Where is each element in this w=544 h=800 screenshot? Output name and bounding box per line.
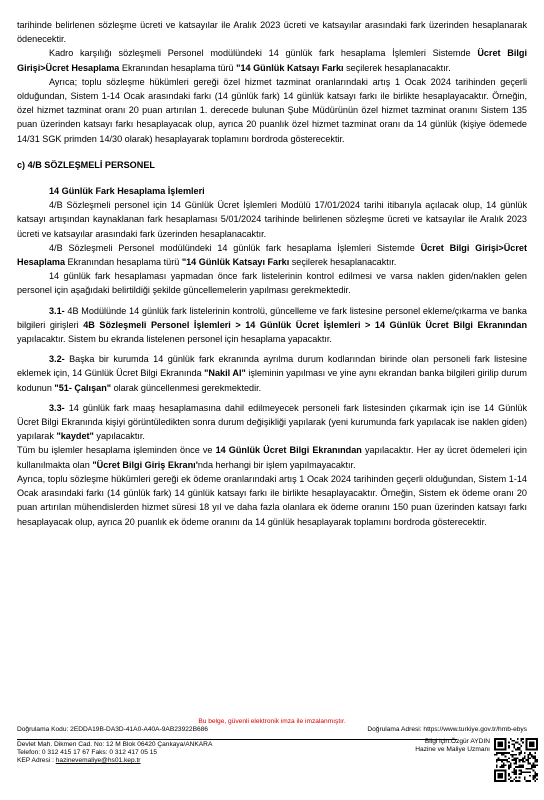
body-paragraph [17,241,527,269]
text-run: Ekranından hesaplama türü [65,257,182,268]
emphasized-text: "Nakil Al" [204,368,246,379]
office-address: Devlet Mah. Dikmen Cad. No: 12 M Blok 06420 Çankaya/ANKARA [17,741,213,748]
text-run: Ayrıca, toplu sözleşme hükümleri gereği ek ödeme oranlarındaki artış 1 Ocak 2024 tarihinden geçerli olduğundan, Sistem 1-14 Ocak arasındaki farkı (14 günlük fark) 14 günlük katsayı farkı ile birlikte hesaplayacaktır. Örneğin, Sistem ek ödeme oranı 20 puan artırılan mühendislerden hizmet süresi 18 yıl ve daha fazla olanlara ek ödeme oranını 150 puan üzerinden katsayı farkı hesaplayacak olup, ayrıca 20 puanlık ek ödeme oranını da 14 günlük hesaplayarak toplamını bordroda gösterecektir. [17,473,527,527]
contact-title: Hazine ve Maliye Uzmanı [415,746,490,754]
text-run: 4/B Sözleşmeli personel için 14 Günlük Ücret İşlemleri Modülü 17/01/2024 tarihi itibarıyla açılacak olup, 14 günlük katsayı artışından kaynaklanan fark hesaplaması 5/01/2024 tarihinde belirlenen sözleşme ücreti ve katsayılar ile Aralık 2023 ücreti ve katsayılar arasındaki fark üzerinden hesaplanacaktır. [17,200,527,239]
emphasized-text: Ücret Bilgi Girişi>Ücret Hesaplama [17,48,527,73]
emphasized-text: "51- Çalışan" [54,382,112,393]
text-run: yapılacaktır. Sistem bu ekranda listelenen personel için hesaplama yapacaktır. [17,334,332,345]
text-run: Kadro karşılığı sözleşmeli Personel modülündeki 14 günlük fark hesaplama İşlemleri Sistemde [49,48,478,59]
emphasized-text: "kaydet" [56,431,94,442]
body-paragraph [17,75,527,146]
text-run: Ayrıca; toplu sözleşme hükümleri gereği özel hizmet tazminat oranlarındaki artış 1 Ocak 2024 tarihinden geçerli olduğundan, Sistem 1-14 Ocak arasındaki farkı (14 günlük fark) 14 günlük katsayı farkı ile birlikte hesaplayacaktır. Örneğin, özel hizmet tazminat oranı 20 puan artırılan 1. derecede bulunan Şube Müdürünün özel hizmet tazminat oranını Sistem 135 puan üzerinden katsayı farkı hesaplayacak olup, ayrıca 20 puanlık özel hizmet tazminat oranı da 14 günlük (kişiye ödemede 14/31 SGK primden 14/30 olarak) hesaplayarak toplamını bordroda gösterecektir. [17,76,527,144]
text-run: işleminin yapılması ve yine aynı ekrandan banka bilgileri girilip durum kodunun [17,368,527,393]
text-run: tarihinde belirlenen sözleşme ücreti ve katsayılar ile Aralık 2023 ücreti ve katsayılar arasındaki fark üzerinden hesaplanarak ödenecektir. [17,20,527,45]
kep-address-link[interactable]: hazinevemaliye@hs01.kep.tr [55,757,141,765]
kep-label: KEP Adresi : [17,757,56,765]
text-run: 14 günlük fark hesaplaması yapmadan önce fark listelerinin kontrol edilmesi ve varsa naklen giden/naklen gelen personel için aşağıdaki belirtildiği şekilde güncellemelerin yapılması gerekmektedir. [17,271,527,296]
verification-address[interactable]: Doğrulama Adresi: https://www.turkiye.gov.tr/hmb-ebys [367,726,527,734]
emphasized-text: 3.3- [49,402,65,413]
verification-code: Doğrulama Kodu: 2EDDA19B-DA3D-41A0-A40A-9AB23922B686 [17,726,208,734]
body-paragraph [17,198,527,241]
text-run: seçilerek hesaplanacaktır. [343,62,451,73]
phone-fax: Telefon: 0 312 415 17 67 Faks: 0 312 417 05 15 [17,749,158,757]
text-run: Başka bir kurumda 14 günlük fark ekranında ayrılma durum kodlarından birinde olan personeli fark listesine eklemek için, 14 Günlük Ücret Bilgi Ekranında [17,354,527,379]
body-paragraph [17,352,527,395]
text-run: Ekranından hesaplama türü [119,62,237,73]
document-footer [17,718,527,734]
text-run: olarak güncellenmesi gerekmektedir. [111,382,262,393]
text-run: 4B Modülünde 14 günlük fark listelerinin kontrolü, güncelleme ve fark listesine personel ekleme/çıkarma ve banka bilgileri girişleri [17,305,527,330]
body-paragraph [17,269,527,297]
text-run: c) 4/B SÖZLEŞMELİ PERSONEL [17,159,155,170]
body-paragraph [17,472,527,529]
contact-info [17,739,457,766]
document-body [17,18,527,529]
contact-person [415,738,490,754]
emphasized-text: Ücret Bilgi Girişi>Ücret Hesaplama [17,242,527,268]
info-contact: Bilgi için:Özgür AYDIN [424,738,490,745]
text-run: nda herhangi bir işlem yapılmayacaktır. [197,459,356,470]
verification-row [17,726,527,734]
body-paragraph [17,18,527,46]
text-run: yapılacaktır. Her ay ücret ödemeleri için kullanılmakta olan [17,445,527,470]
kep-line [17,757,457,765]
text-run: 4/B Sözleşmeli Personel modülündeki 14 günlük fark hesaplama İşlemleri Sistemde [49,242,421,253]
section-heading [17,158,527,172]
body-paragraph [17,443,527,471]
text-run: yapılacaktır. [93,431,145,442]
body-paragraph [17,304,527,347]
text-run: 14 Günlük Fark Hesaplama İşlemleri [49,186,205,197]
qr-code-icon [494,738,538,782]
emphasized-text: "14 Günlük Katsayı Farkı [181,257,290,268]
emphasized-text: "Ücret Bilgi Giriş Ekranı' [92,459,198,470]
esign-note: Bu belge, güvenli elektronik imza ile imzalanmıştır. [198,718,346,725]
section-heading [17,184,527,198]
emphasized-text: "14 Günlük Katsayı Farkı [236,62,344,73]
body-paragraph [17,46,527,74]
emphasized-text: 4B Sözleşmeli Personel İşlemleri > 14 Günlük Ücret İşlemleri > 14 Günlük Ücret Bilgi Ekranından [83,319,528,330]
emphasized-text: 3.1- [49,305,65,316]
body-paragraph [17,401,527,444]
text-run: Tüm bu işlemler hesaplama işleminden önce ve [17,445,216,456]
text-run: seçilerek hesaplanacaktır. [289,257,397,268]
emphasized-text: 3.2- [49,354,65,365]
emphasized-text: 14 Günlük Ücret Bilgi Ekranından [215,445,362,456]
text-run: 14 günlük fark maaş hesaplamasına dahil edilmeyecek personeli fark listesinden çıkarmak için ise 14 Günlük Ücret Bilgi Ekranında kişiyi görüntüledikten sonra durum değişikliği yapılarak (yeni kurumunda fark yapılacak ise naklen giden) yapılarak [17,402,527,442]
